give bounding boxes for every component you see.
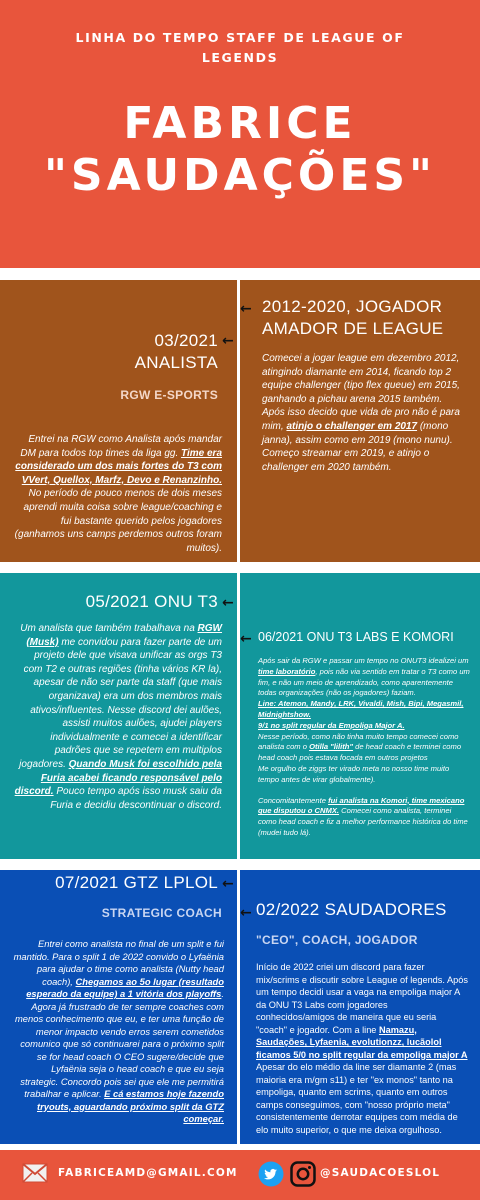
- arrow-left-icon: ←: [222, 595, 234, 611]
- labs-line: Line: Atemon, Mandy, LRK, Vivaldi, Mish, Bipi, Megasmil, Midnightshow.: [258, 699, 464, 719]
- onut3-link-musk: RGW (Musk): [26, 623, 222, 648]
- labs-title: 06/2021 ONU T3 LABS E KOMORI: [258, 630, 454, 644]
- amador-title-line1: 2012-2020, JOGADOR: [262, 297, 443, 316]
- footer-bar: [0, 1150, 480, 1200]
- rgw-body: Entrei na RGW como Analista após mandar DM para todos top times da liga gg. Time era considerado um dos mais fortes do T3 com VVert, Quellox, Marfz, Devo e Renanzinho. No período de pouco menos de dois meses aprendi muita coisa sobre league/coaching e fui bastante querido pelos jogadores (ganhamos uns camps perdemos outros foram muitos).: [14, 434, 222, 554]
- rgw-role: ANALISTA: [134, 353, 218, 372]
- footer-email[interactable]: FABRICEAMD@GMAIL.COM: [58, 1167, 238, 1179]
- rgw-title: [60, 330, 218, 374]
- header-name: [0, 98, 480, 202]
- rgw-link: Time era considerado um dos mais fortes do T3 com VVert, Quellox, Marfz, Devo e Renanzinho.: [15, 447, 222, 486]
- onut3-body: Um analista que também trabalhava na RGW (Musk) me convidou para fazer parte de um projeto dele que visava unificar as orgs T3 com T2 e outras regiões (tinha vários KR la), apesar de não ser parte da staff (que mais organizava) era um dos membros mais ativos/influentes. Nesse discord dei aulões, assisti muitos aulões, ajudei players individualmente e comecei a identificar padrões que se repetem em multiplos jogadores. Quando Musk foi escolhido pela Furia acabei ficando responsável pelo discord. Pouco tempo após isso musk saiu da Furia e decidiu descontinuar o discord.: [14, 623, 222, 811]
- header-name-line1: FABRICE: [123, 98, 357, 149]
- arrow-left-icon: ←: [222, 876, 234, 892]
- rgw-org: RGW E-SPORTS: [120, 388, 218, 402]
- arrow-left-icon: ←: [222, 333, 234, 349]
- amador-link: atinjo o challenger em 2017: [286, 420, 418, 432]
- labs-link-time: time laboratório: [258, 666, 316, 676]
- labs-result: 9/1 no split regular da Empoliga Major A.: [258, 720, 405, 730]
- onut3-link-furia: Quando Musk foi escolhido pela Furia acabei ficando responsável pelo discord.: [14, 758, 222, 798]
- mail-icon[interactable]: [22, 1162, 48, 1184]
- header-name-line2: "SAUDAÇÕES": [44, 150, 436, 201]
- arrow-left-icon: ←: [240, 631, 252, 647]
- header-banner: [0, 0, 480, 268]
- footer-handle[interactable]: @SAUDACOESLOL: [320, 1167, 441, 1179]
- rgw-date: 03/2021: [154, 331, 218, 350]
- saudadores-link-line: Namazu, Saudações, Lyfaenia, evolutionzz, lucãolol ficamos 5/0 no split regular da empoliga major A: [256, 1024, 468, 1060]
- labs-link-otilla: Otilla "lilith": [309, 742, 353, 752]
- gtz-title: 07/2021 GTZ LPLOL: [55, 873, 218, 892]
- onut3-title: 05/2021 ONU T3: [85, 592, 218, 611]
- gtz-link-tryouts: E cá estamos hoje fazendo tryouts, aguardando próximo split da GTZ começar.: [37, 1088, 224, 1124]
- amador-title-line2: AMADOR DE LEAGUE: [262, 319, 444, 338]
- twitter-icon[interactable]: [258, 1161, 284, 1187]
- amador-title: [262, 296, 462, 340]
- gtz-link-result: Chegamos ao 5o lugar (resultado esperado da equipe) a 1 vitória dos playoffs: [26, 975, 224, 999]
- saudadores-body: Início de 2022 criei um discord para fazer mix/scrims e discutir sobre League of legends. Após um tempo decidi usar a vaga na empoliga major A da ONU T3 Labs com jogadores conhecidos/amigos de maneira que eu seria "coach" e jogador. Com a line Namazu, Saudações, Lyfaenia, evolutionzz, lucãolol ficamos 5/0 no split regular da empoliga major A Apesar do elo médio da line ser diamante 2 (mas maioria era m/gm s11) e ter "ex monos" tanto na empoliga, quanto em scrims, quanto em outros camps conseguimos, com "nosso próprio meta" consistentemente derrotar equipes com média de elo muito superior, o que me deixa orgulhoso.: [256, 962, 468, 1135]
- gtz-body: Entrei como analista no final de um split e fui mantido. Para o split 1 de 2022 convido o Lyfaënia para ajudar o time como analista (Nutty head coach), Chegamos ao 5o lugar (resultado esperado da equipe) a 1 vitória dos playoffs. Agora já frustrado de ter sempre coaches com menos conhecimento que eu, e ter uma função de menor impacto vendo erros serem cometidos comunico que só continuarei para o próximo split se for head coach O CEO sugere/decide que Lyfaënia seja o head coach e que eu seja strategic. Concordo pois sei que ele me permitirá trabalhar e aplicar. E cá estamos hoje fazendo tryouts, aguardando próximo split da GTZ começar.: [13, 938, 224, 1124]
- instagram-icon[interactable]: [290, 1161, 316, 1187]
- arrow-left-icon: ←: [240, 905, 252, 921]
- timeline-divider: [237, 280, 240, 562]
- arrow-left-icon: ←: [240, 301, 252, 317]
- header-kicker: LINHA DO TEMPO STAFF DE LEAGUE OF LEGENDS: [75, 30, 405, 65]
- labs-body: Após sair da RGW e passar um tempo no ONUT3 idealizei um time laboratório, pois não via sentido em tratar o T3 como um fim, e não um meio de aprendizado, como aparentemente todas organizações (não os jogadores) faziam. Line: Atemon, Mandy, LRK, Vivaldi, Mish, Bipi, Megasmil, Midnightshow. 9/1 no split regular da Empoliga Major A. Nesse período, como não tinha muito tempo comecei como analista com o Otilla "lilith" de head coach e terminei como head coach pois estava focada em outros projetos Me orgulho de ziggs ter virado meta no nosso time muito tempo antes de virar globalmente). Concomitantemente fui analista na Komori, time mexicano que disputou o CNMX. Comecei como analista, terminei como head coach e fiz a melhor performance histórica do time (mudei tudo lá).: [258, 656, 470, 837]
- saudadores-role: "CEO", COACH, JOGADOR: [256, 933, 418, 947]
- timeline-divider: [237, 573, 240, 859]
- saudadores-title: 02/2022 SAUDADORES: [256, 900, 447, 919]
- labs-link-komori: fui analista na Komori, time mexicano que disputou o CNMX.: [258, 795, 465, 816]
- gtz-role: STRATEGIC COACH: [101, 906, 222, 920]
- amador-body: Comecei a jogar league em dezembro 2012, atingindo diamante em 2014, ficando top 2 equipe challenger (tipo flex queue) em 2015, ganhando a pichau arena 2015 também. Após isso decido que vida de pro não é para mim, atinjo o challenger em 2017 (mono janna), assim como em 2019 (mono nunu). Começo streamar em 2019, e atinjo o challenger em 2020 também.: [262, 353, 460, 473]
